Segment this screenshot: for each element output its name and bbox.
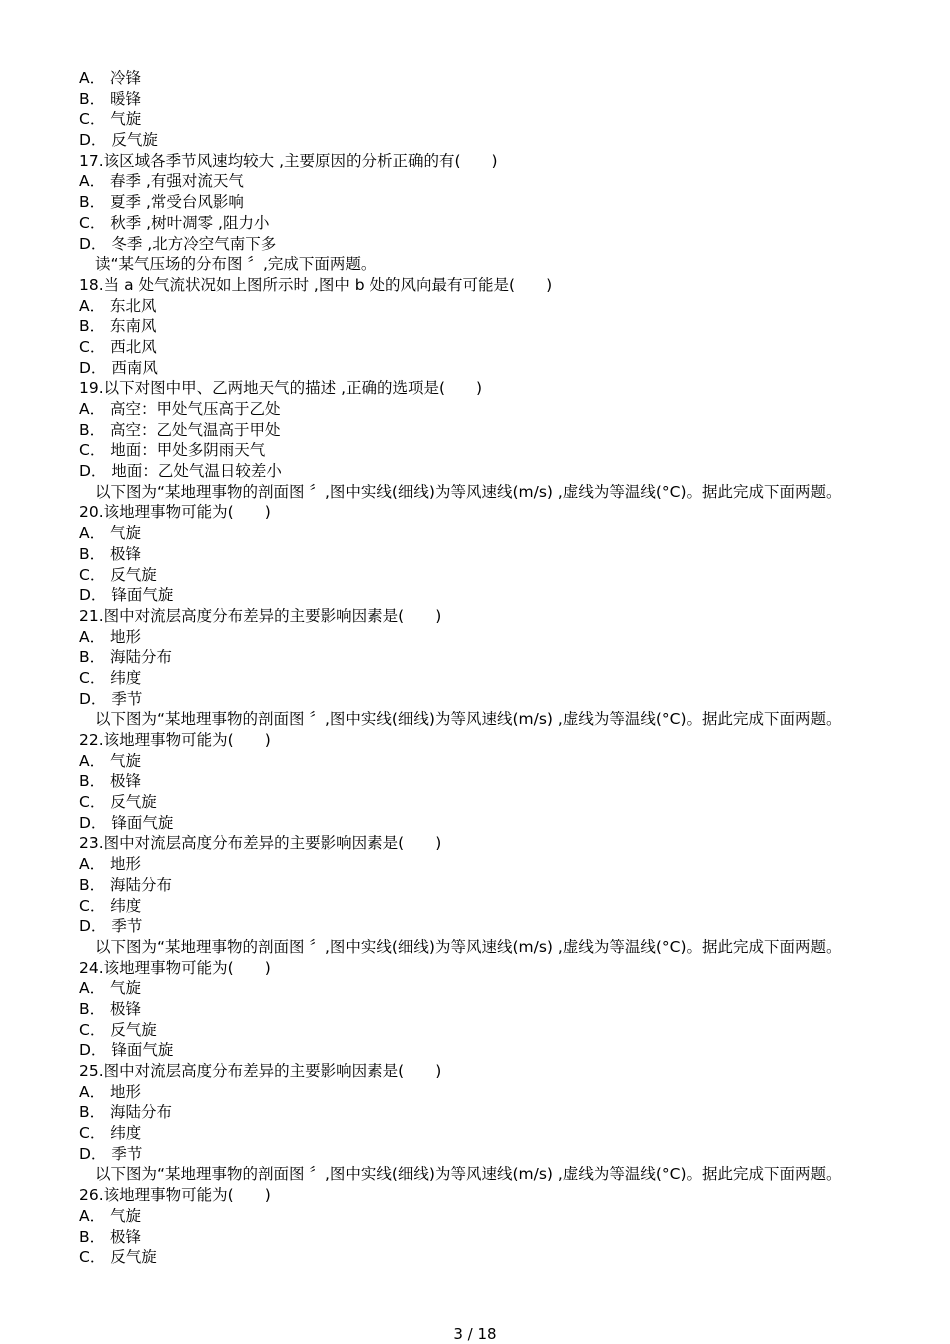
answer-option: D． 地面：乙处气温日较差小 xyxy=(79,462,282,481)
answer-option: D． 锋面气旋 xyxy=(79,586,174,605)
answer-option: B． 极锋 xyxy=(79,1227,142,1246)
answer-option: A． 地形 xyxy=(79,855,142,874)
answer-option: D． 冬季 ,北方冷空气南下多 xyxy=(79,234,277,253)
answer-option: D． 季节 xyxy=(79,917,143,936)
question-stem: 18.当 a 处气流状况如上图所示时 ,图中 b 处的风向最有可能是( ) xyxy=(79,275,553,294)
answer-option: B． 海陆分布 xyxy=(79,648,173,667)
answer-option: C． 西北风 xyxy=(79,337,157,356)
question-intro: 以下图为“某地理事物的剖面图 〞,图中实线(细线)为等风速线(m/s) ,虚线为等温线(°C)。据此完成下面两题。 xyxy=(95,710,842,729)
question-stem: 23.图中对流层高度分布差异的主要影响因素是( ) xyxy=(79,834,442,853)
answer-option: C． 反气旋 xyxy=(79,793,157,812)
answer-option: B． 暖锋 xyxy=(79,89,142,108)
answer-option: B． 海陆分布 xyxy=(79,1103,173,1122)
answer-option: D． 锋面气旋 xyxy=(79,813,174,832)
answer-option: A． 高空：甲处气压高于乙处 xyxy=(79,400,281,418)
answer-option: A． 地形 xyxy=(79,627,142,646)
answer-option: D． 季节 xyxy=(79,689,143,708)
answer-option: D． 反气旋 xyxy=(79,131,158,150)
document-body xyxy=(79,68,909,1268)
answer-option: C． 地面：甲处多阴雨天气 xyxy=(79,441,266,460)
answer-option: C． 反气旋 xyxy=(79,1020,157,1039)
answer-option: D． 锋面气旋 xyxy=(79,1041,174,1060)
answer-option: B． 极锋 xyxy=(79,999,142,1018)
answer-option: A． 春季 ,有强对流天气 xyxy=(79,172,244,191)
answer-option: A． 气旋 xyxy=(79,979,142,998)
answer-option: A． 气旋 xyxy=(79,1206,142,1225)
answer-option: C． 纬度 xyxy=(79,668,142,687)
page-number: 3 / 18 xyxy=(453,1325,497,1343)
question-intro: 以下图为“某地理事物的剖面图 〞,图中实线(细线)为等风速线(m/s) ,虚线为等温线(°C)。据此完成下面两题。 xyxy=(95,1165,842,1184)
question-intro: 以下图为“某地理事物的剖面图 〞,图中实线(细线)为等风速线(m/s) ,虚线为等温线(°C)。据此完成下面两题。 xyxy=(95,482,842,501)
answer-option: C． 纬度 xyxy=(79,896,142,915)
answer-option: C． 秋季 ,树叶凋零 ,阻力小 xyxy=(79,213,270,232)
answer-option: C． 反气旋 xyxy=(79,1248,157,1267)
answer-option: B． 东南风 xyxy=(79,317,157,336)
answer-option: C． 反气旋 xyxy=(79,565,157,584)
question-stem: 17.该区域各季节风速均较大 ,主要原因的分析正确的有( ) xyxy=(79,151,498,170)
answer-option: A． 冷锋 xyxy=(79,69,142,87)
answer-option: C． 气旋 xyxy=(79,110,142,129)
answer-option: D． 季节 xyxy=(79,1144,143,1163)
answer-option: A． 气旋 xyxy=(79,524,142,543)
answer-option: A． 地形 xyxy=(79,1082,142,1101)
answer-option: B． 极锋 xyxy=(79,544,142,563)
answer-option: B． 海陆分布 xyxy=(79,875,173,894)
question-stem: 26.该地理事物可能为( ) xyxy=(79,1186,271,1205)
question-stem: 25.图中对流层高度分布差异的主要影响因素是( ) xyxy=(79,1062,442,1080)
question-stem: 19.以下对图中甲、乙两地天气的描述 ,正确的选项是( ) xyxy=(79,379,483,398)
answer-option: B． 高空：乙处气温高于甲处 xyxy=(79,420,281,439)
question-stem: 20.该地理事物可能为( ) xyxy=(79,503,271,522)
answer-option: B． 夏季 ,常受台风影响 xyxy=(79,193,244,212)
answer-option: B． 极锋 xyxy=(79,772,142,791)
question-intro: 读“某气压场的分布图 〞,完成下面两题。 xyxy=(95,255,377,274)
answer-option: A． 气旋 xyxy=(79,751,142,770)
answer-option: C． 纬度 xyxy=(79,1124,142,1143)
question-intro: 以下图为“某地理事物的剖面图 〞,图中实线(细线)为等风速线(m/s) ,虚线为等温线(°C)。据此完成下面两题。 xyxy=(95,937,842,956)
answer-option: A． 东北风 xyxy=(79,296,157,315)
question-stem: 21.图中对流层高度分布差异的主要影响因素是( ) xyxy=(79,606,442,625)
answer-option: D． 西南风 xyxy=(79,358,158,377)
question-stem: 22.该地理事物可能为( ) xyxy=(79,731,271,749)
question-stem: 24.该地理事物可能为( ) xyxy=(79,958,271,977)
